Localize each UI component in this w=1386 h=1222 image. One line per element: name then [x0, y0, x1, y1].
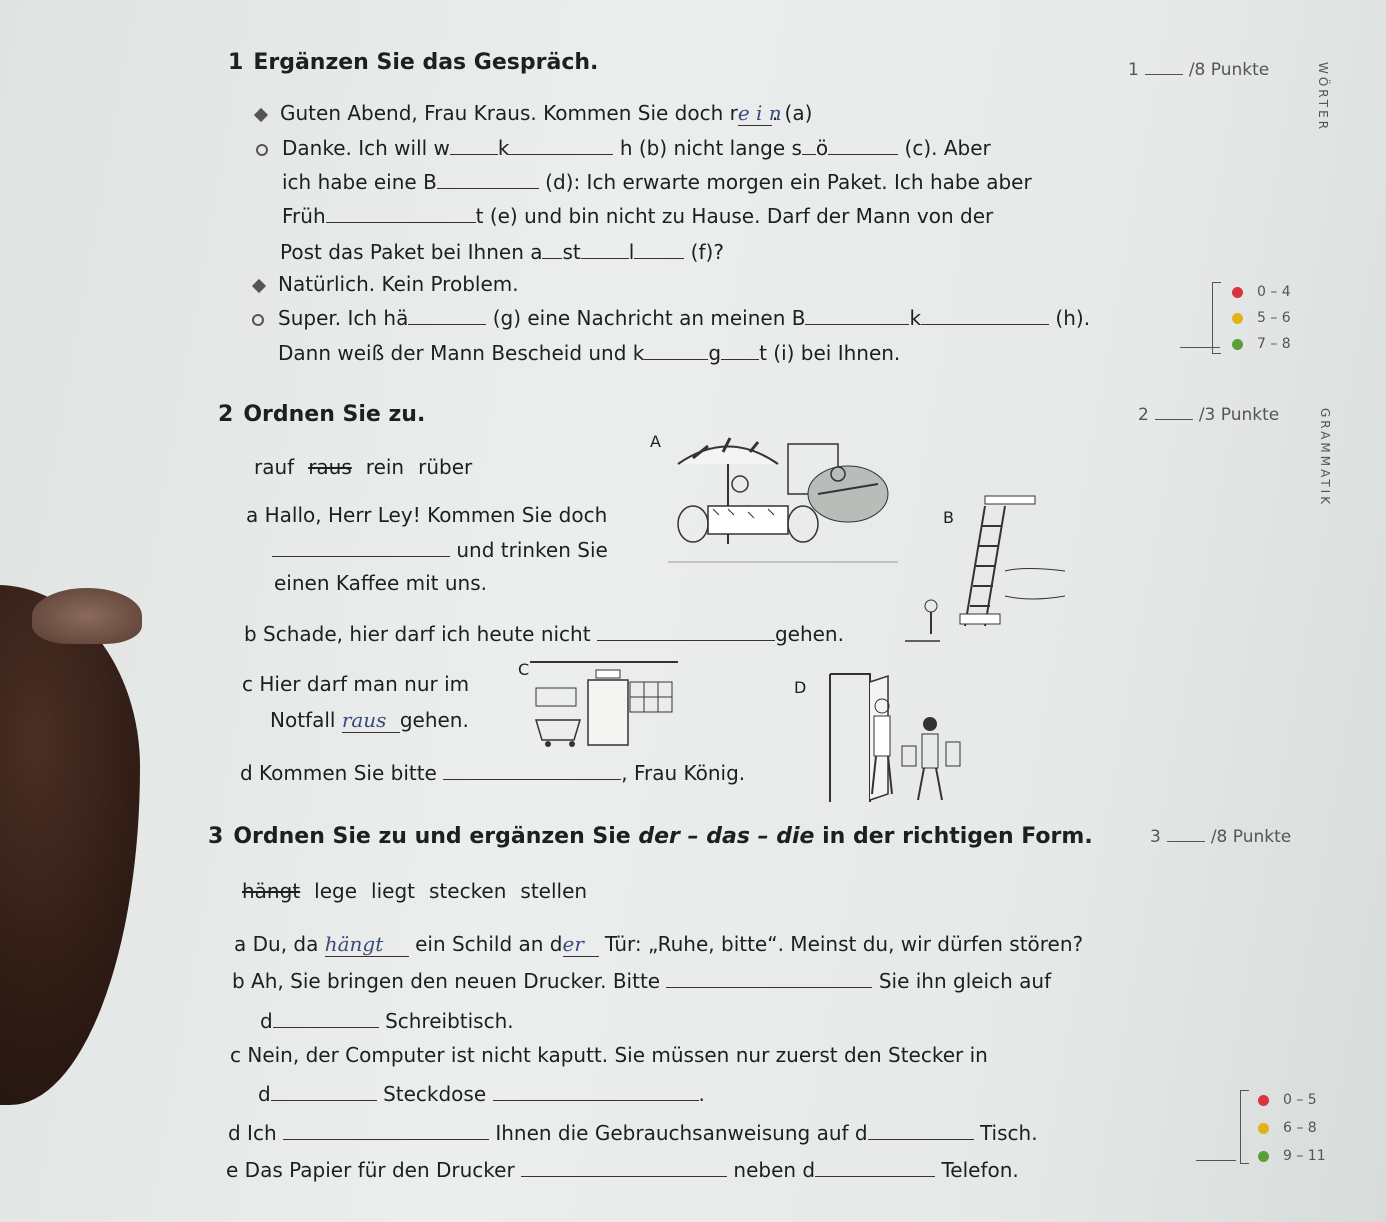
ex2-word-rein: rein [365, 455, 405, 479]
ex3-blank-d2[interactable] [868, 1139, 974, 1140]
ex1-blank-e[interactable] [326, 222, 476, 223]
ex1-line-1-text: Guten Abend, Frau Kraus. Kommen Sie doch r [280, 101, 738, 125]
ex1-blank-h2[interactable] [921, 324, 1049, 325]
ex2-image-label-a: A [650, 432, 661, 451]
ex3-word-stellen: stellen [520, 879, 588, 903]
ex3-item-b-line2 [260, 1009, 514, 1033]
ex3-word-haengt: hängt [242, 879, 301, 903]
ex1-line-5-st: st [562, 240, 581, 264]
ex2-item-a-line1: a Hallo, Herr Ley! Kommen Sie doch [246, 503, 608, 527]
ex2-score-text: /3 Punkte [1198, 405, 1280, 425]
ex3-item-b-end: Sie ihn gleich auf [878, 969, 1052, 993]
ex1-line-2-mid: h (b) nicht lange s [619, 136, 802, 160]
ex1-line-5 [280, 240, 724, 264]
ex3-title-articles: der – das – die [638, 824, 815, 849]
ex1-line-2-end: (c). Aber [904, 136, 991, 160]
ex3-word-stecken: stecken [429, 879, 507, 903]
ex3-item-a-text: a Du, da [234, 932, 319, 956]
ex3-answer-a2[interactable]: er [563, 932, 599, 957]
ex3-item-c-line2 [258, 1082, 705, 1106]
ex3-blank-b[interactable] [666, 987, 872, 988]
ex1-line-8-g: g [708, 341, 722, 365]
ex1-score-number: 1 [1128, 60, 1139, 80]
ex2-score-blank[interactable] [1155, 419, 1193, 420]
ex3-item-b-text: b Ah, Sie bringen den neuen Drucker. Bitte [232, 969, 661, 993]
ex2-item-b-end: gehen. [774, 622, 844, 646]
ex2-item-c-text: Notfall [270, 708, 336, 732]
ex2-item-a-line3: einen Kaffee mit uns. [274, 571, 488, 595]
ex2-word-raus: raus [308, 455, 352, 479]
ex3-item-e-mid: neben d [733, 1158, 816, 1182]
ex3-legend-yellow-label: 6 – 8 [1283, 1120, 1317, 1136]
ex1-line-5-end: (f)? [690, 240, 724, 264]
ex1-score-text: /8 Punkte [1188, 60, 1270, 80]
office-door-illustration [822, 664, 972, 804]
ex3-item-e-text: e Das Papier für den Drucker [226, 1158, 515, 1182]
ex2-word-rauf: rauf [254, 455, 295, 479]
ex1-line-7-end: (h). [1055, 306, 1091, 330]
ex1-side-label: WÖRTER [1316, 62, 1330, 133]
ex1-line-6 [254, 272, 519, 296]
ex3-word-bank [242, 879, 601, 903]
ex1-legend-bracket [1212, 282, 1221, 354]
ex3-item-a [234, 932, 1083, 957]
ex3-legend-green [1258, 1142, 1326, 1170]
ex3-score [1150, 827, 1291, 847]
ex1-line-7 [252, 306, 1090, 330]
ex1-line-3 [282, 170, 1032, 194]
ex1-legend-red-label: 0 – 4 [1257, 284, 1291, 300]
ex1-score [1128, 60, 1269, 80]
ex1-line-5-text: Post das Paket bei Ihnen a [280, 240, 543, 264]
ex2-number: 2 [218, 402, 234, 427]
ex1-title: Ergänzen Sie das Gespräch. [253, 50, 599, 75]
ex3-score-number: 3 [1150, 827, 1161, 847]
ex1-blank-f2[interactable] [581, 258, 629, 259]
ex3-item-d-text: d Ich [228, 1121, 277, 1145]
circle-bullet-icon [252, 314, 264, 326]
ex1-line-7-text: Super. Ich hä [278, 306, 409, 330]
ex3-title-end: in der richtigen Form. [814, 824, 1093, 849]
thumb-photo-element [0, 585, 140, 1105]
ex3-blank-c1[interactable] [271, 1100, 377, 1101]
ex1-blank-d[interactable] [437, 188, 539, 189]
ex1-line-8-text: Dann weiß der Mann Bescheid und k [278, 341, 645, 365]
ex3-blank-e1[interactable] [521, 1176, 727, 1177]
ex1-line-2-k: k [497, 136, 510, 160]
ex3-legend [1258, 1086, 1326, 1170]
ex3-legend-yellow [1258, 1114, 1326, 1142]
ex1-blank-f3[interactable] [634, 258, 684, 259]
green-dot-icon [1232, 339, 1243, 350]
ex1-line-1-end: . (a) [771, 101, 813, 125]
ex1-legend-green [1232, 331, 1291, 357]
ex1-blank-i2[interactable] [721, 359, 759, 360]
ex2-item-a-line2-text: und trinken Sie [456, 538, 608, 562]
ex2-item-c-line1: c Hier darf man nur im [242, 672, 470, 696]
ex2-word-bank [254, 455, 486, 479]
ex3-item-b [232, 969, 1051, 993]
ex2-word-rueber: rüber [418, 455, 473, 479]
ex3-self-score-blank[interactable] [1196, 1160, 1236, 1161]
ex1-line-2-o: ö [815, 136, 829, 160]
ex1-legend [1232, 279, 1291, 357]
ex1-line-3-text: ich habe eine B [282, 170, 437, 194]
ex1-number: 1 [228, 50, 244, 75]
ex1-legend-red [1232, 279, 1291, 305]
red-dot-icon [1232, 287, 1243, 298]
ex3-item-d [228, 1121, 1038, 1145]
ex3-legend-bracket [1240, 1090, 1249, 1164]
ex3-item-b2-end: Schreibtisch. [385, 1009, 514, 1033]
ex1-line-4-text: Früh [282, 204, 326, 228]
ex2-item-b [244, 622, 844, 646]
yellow-dot-icon [1258, 1123, 1269, 1134]
ex3-item-b2-d: d [260, 1009, 273, 1033]
ex3-number: 3 [208, 824, 224, 849]
ex2-item-a-line2 [272, 538, 608, 562]
ex2-score-number: 2 [1138, 405, 1149, 425]
ex3-legend-red [1258, 1086, 1326, 1114]
ex3-legend-green-label: 9 – 11 [1283, 1148, 1326, 1164]
ex1-blank-g[interactable] [408, 324, 486, 325]
ex3-word-liegt: liegt [371, 879, 415, 903]
ex2-blank-a[interactable] [272, 556, 450, 557]
ex2-heading [218, 402, 425, 427]
ex2-item-c-line2 [270, 708, 469, 733]
ex1-blank-c2[interactable] [828, 154, 898, 155]
ex1-legend-yellow [1232, 305, 1291, 331]
thumbnail-photo-element [32, 588, 142, 644]
ex1-line-7-k: k [909, 306, 922, 330]
ex2-side-label: GRAMMATIK [1318, 408, 1332, 508]
ex3-item-c2-d: d [258, 1082, 271, 1106]
ex3-item-c2-mid: Steckdose [383, 1082, 487, 1106]
yellow-dot-icon [1232, 313, 1243, 324]
ex1-line-2-text: Danke. Ich will w [282, 136, 450, 160]
ex1-line-7-mid: (g) eine Nachricht an meinen B [492, 306, 806, 330]
red-dot-icon [1258, 1095, 1269, 1106]
ex1-blank-b2[interactable] [509, 154, 613, 155]
ex2-item-d-text: d Kommen Sie bitte [240, 761, 437, 785]
ex2-blank-b[interactable] [597, 640, 775, 641]
ex1-line-1 [256, 101, 812, 126]
ex2-image-label-c: C [518, 660, 530, 679]
ex1-line-6-text: Natürlich. Kein Problem. [278, 272, 519, 296]
ex3-item-c2-end: . [698, 1082, 705, 1106]
ex2-answer-c[interactable]: raus [342, 708, 400, 733]
ex3-blank-e2[interactable] [815, 1176, 935, 1177]
diving-tower-illustration [905, 486, 1075, 650]
ex3-blank-b2[interactable] [273, 1027, 379, 1028]
ex2-item-d [240, 761, 745, 785]
ex3-blank-c2[interactable] [493, 1100, 699, 1101]
ex1-blank-i1[interactable] [644, 359, 708, 360]
ex3-item-d-mid: Ihnen die Gebrauchsanweisung auf d [495, 1121, 868, 1145]
diamond-bullet-icon [254, 107, 268, 121]
cafe-terrace-illustration [668, 424, 898, 570]
ex3-item-d-end: Tisch. [979, 1121, 1038, 1145]
ex3-score-blank[interactable] [1167, 841, 1205, 842]
ex2-blank-d[interactable] [443, 779, 621, 780]
ex2-image-label-d: D [794, 678, 807, 697]
ex3-score-text: /8 Punkte [1210, 827, 1292, 847]
ex3-heading [208, 824, 1093, 849]
ex1-line-2 [256, 136, 991, 160]
ex3-blank-d1[interactable] [283, 1139, 489, 1140]
ex1-blank-c1[interactable] [802, 154, 816, 155]
ex1-blank-h1[interactable] [805, 324, 909, 325]
ex3-answer-a[interactable]: hängt [325, 932, 409, 957]
ex3-item-e [226, 1158, 1019, 1182]
ex3-word-lege: lege [314, 879, 358, 903]
diamond-bullet-icon [252, 278, 266, 292]
ex1-heading [228, 50, 598, 75]
ex3-item-c: c Nein, der Computer ist nicht kaputt. Sie müssen nur zuerst den Stecker in [230, 1043, 988, 1067]
ex2-item-d-end: , Frau König. [621, 761, 746, 785]
ex2-title: Ordnen Sie zu. [243, 402, 426, 427]
ex3-item-a-mid: ein Schild an d [415, 932, 563, 956]
ex1-line-3-end: (d): Ich erwarte morgen ein Paket. Ich habe aber [545, 170, 1032, 194]
ex1-blank-b1[interactable] [450, 154, 498, 155]
ex2-item-b-text: b Schade, hier darf ich heute nicht [244, 622, 591, 646]
ex1-line-4-end: t (e) und bin nicht zu Hause. Darf der Mann von der [475, 204, 994, 228]
ex1-blank-f1[interactable] [542, 258, 562, 259]
circle-bullet-icon [256, 144, 268, 156]
ex1-legend-green-label: 7 – 8 [1257, 336, 1291, 352]
ex1-line-4 [282, 204, 993, 228]
ex2-item-c-end: gehen. [399, 708, 469, 732]
ex1-line-8 [278, 341, 900, 365]
ex3-item-a-end: Tür: „Ruhe, bitte“. Meinst du, wir dürfen stören? [604, 932, 1084, 956]
green-dot-icon [1258, 1151, 1269, 1162]
ex3-item-e-end: Telefon. [941, 1158, 1019, 1182]
ex3-legend-red-label: 0 – 5 [1283, 1092, 1317, 1108]
ex2-image-label-b: B [943, 508, 954, 527]
ex1-line-8-end: t (i) bei Ihnen. [759, 341, 901, 365]
ex2-score [1138, 405, 1279, 425]
ex1-answer-a[interactable]: e i n [737, 101, 782, 125]
ex1-line-5-l: l [628, 240, 635, 264]
ex1-score-blank[interactable] [1145, 74, 1183, 75]
supermarket-illustration [530, 660, 678, 752]
ex3-title: Ordnen Sie zu und ergänzen Sie [233, 824, 639, 849]
ex1-legend-yellow-label: 5 – 6 [1257, 310, 1291, 326]
